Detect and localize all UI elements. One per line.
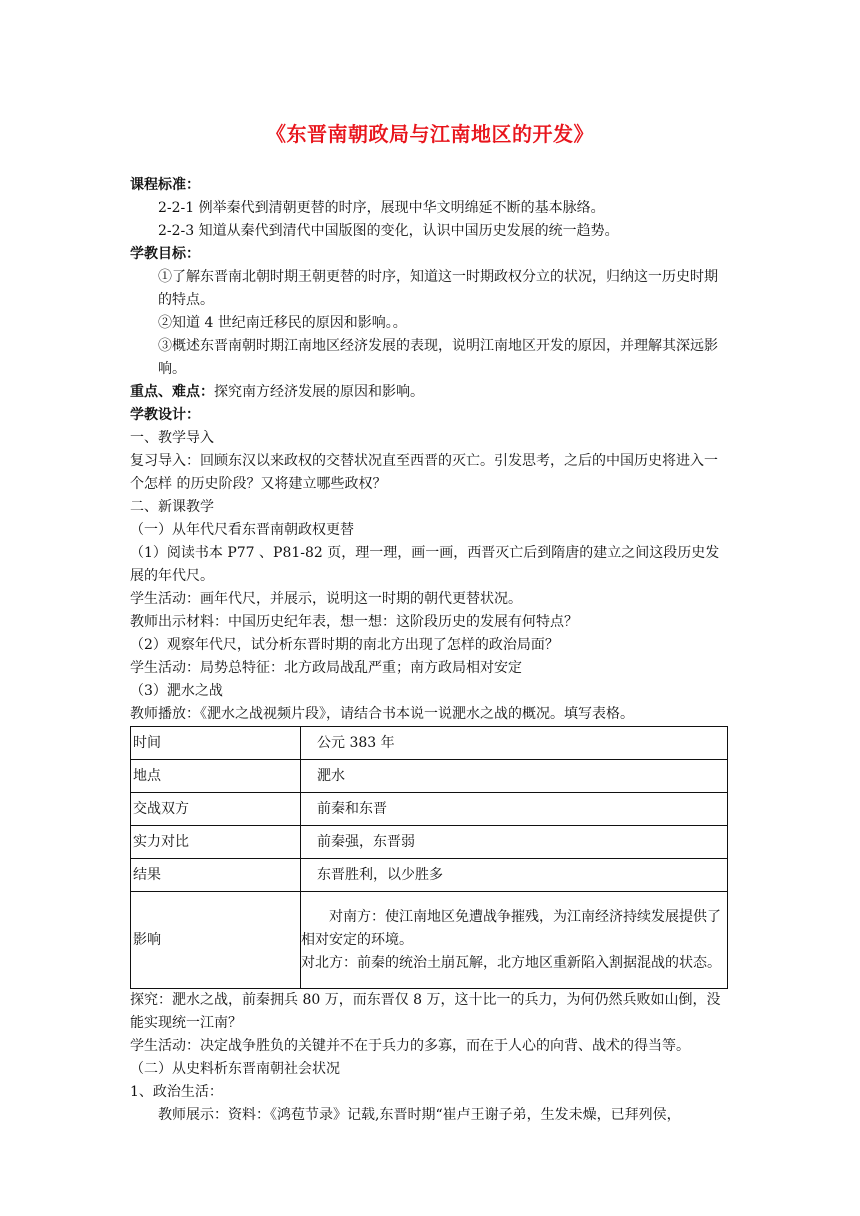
- paragraph: 教师播放：《淝水之战视频片段》，请结合书本说一说淝水之战的概况。填写表格。: [130, 706, 634, 722]
- table-row: [131, 892, 728, 989]
- key-points: [130, 381, 730, 404]
- curriculum-standard-item: 2-2-1 例举秦代到清朝更替的时序，展现中华文明绵延不断的基本脉络。: [158, 200, 605, 216]
- paragraph: 探究：淝水之战，前秦拥兵 80 万，而东晋仅 8 万，这十比一的兵力，为何仍然兵败如山倒，没能实现统一江南？: [130, 992, 721, 1031]
- table-row: [131, 727, 728, 760]
- key-points-text: 探究南方经济发展的原因和影响。: [214, 384, 424, 400]
- paragraph: 教师展示：资料：《鸿苞节录》记载,东晋时期“崔卢王谢子弟，生发未燥，已拜列侯，: [158, 1107, 681, 1123]
- paragraph: （3）淝水之战: [130, 683, 223, 699]
- table-row: [131, 760, 728, 793]
- paragraph: （二）从史料析东晋南朝社会状况: [130, 1061, 340, 1077]
- impact-south: 对南方：使江南地区免遭战争摧残，为江南经济持续发展提供了相对安定的环境。: [301, 908, 721, 948]
- impact-north: 对北方：前秦的统治土崩瓦解，北方地区重新陷入割据混战的状态。: [301, 954, 721, 971]
- paragraph: 学生活动：局势总特征：北方政局战乱严重；南方政局相对安定: [130, 660, 522, 676]
- table-key-cell: 交战双方: [131, 793, 301, 826]
- table-row: [131, 793, 728, 826]
- curriculum-standard-item: 2-2-3 知道从秦代到清代中国版图的变化，认识中国历史发展的统一趋势。: [158, 223, 619, 239]
- table-key-cell: 结果: [131, 859, 301, 892]
- table-value-cell: 公元 383 年: [301, 727, 728, 760]
- objectives-heading: 学教目标：: [130, 246, 200, 262]
- paragraph: 1、政治生活：: [130, 1084, 223, 1100]
- objective-item: ③概述东晋南朝时期江南地区经济发展的表现，说明江南地区开发的原因，并理解其深远影响。: [158, 338, 718, 377]
- paragraph: 学生活动：画年代尺，并展示，说明这一时期的朝代更替状况。: [130, 591, 522, 607]
- table-value-cell: 前秦和东晋: [301, 793, 728, 826]
- paragraph: 复习导入：回顾东汉以来政权的交替状况直至西晋的灭亡。引发思考，之后的中国历史将进入一个怎样 的历史阶段？又将建立哪些政权？: [130, 453, 718, 492]
- paragraph: （一）从年代尺看东晋南朝政权更替: [130, 522, 354, 538]
- paragraph: 二、新课教学: [130, 499, 214, 515]
- table-row: [131, 859, 728, 892]
- table-value-cell: 东晋胜利，以少胜多: [301, 859, 728, 892]
- paragraph: 学生活动：决定战争胜负的关键并不在于兵力的多寡，而在于人心的向背、战术的得当等。: [130, 1038, 690, 1054]
- objective-item: ①了解东晋南北朝时期王朝更替的时序，知道这一时期政权分立的状况，归纳这一历史时期的特点。: [158, 269, 718, 308]
- document-body: [130, 174, 730, 1127]
- table-row: [131, 826, 728, 859]
- objective-item: ②知道 4 世纪南迁移民的原因和影响。。: [158, 315, 407, 331]
- table-key-cell: 地点: [131, 760, 301, 793]
- battle-summary-table: [130, 726, 728, 989]
- key-points-label: 重点、难点：: [130, 384, 214, 400]
- paragraph: （1）阅读书本 P77 、P81-82 页，理一理，画一画，西晋灭亡后到隋唐的建立之间这段历史发展的年代尺。: [130, 545, 720, 584]
- paragraph: （2）观察年代尺，试分析东晋时期的南北方出现了怎样的政治局面？: [130, 637, 559, 653]
- design-heading: 学教设计：: [130, 407, 200, 423]
- document-title: 《东晋南朝政局与江南地区的开发》: [266, 122, 594, 146]
- table-value-cell: 淝水: [301, 760, 728, 793]
- paragraph: 教师出示材料：中国历史纪年表，想一想：这阶段历史的发展有何特点？: [130, 614, 578, 630]
- table-key-cell: 实力对比: [131, 826, 301, 859]
- table-value-cell: 前秦强，东晋弱: [301, 826, 728, 859]
- table-key-cell: 时间: [131, 727, 301, 760]
- paragraph: 一、教学导入: [130, 430, 214, 446]
- curriculum-standard-heading: 课程标准：: [130, 177, 200, 193]
- table-key-cell: 影响: [131, 892, 301, 989]
- table-value-cell: [301, 892, 728, 989]
